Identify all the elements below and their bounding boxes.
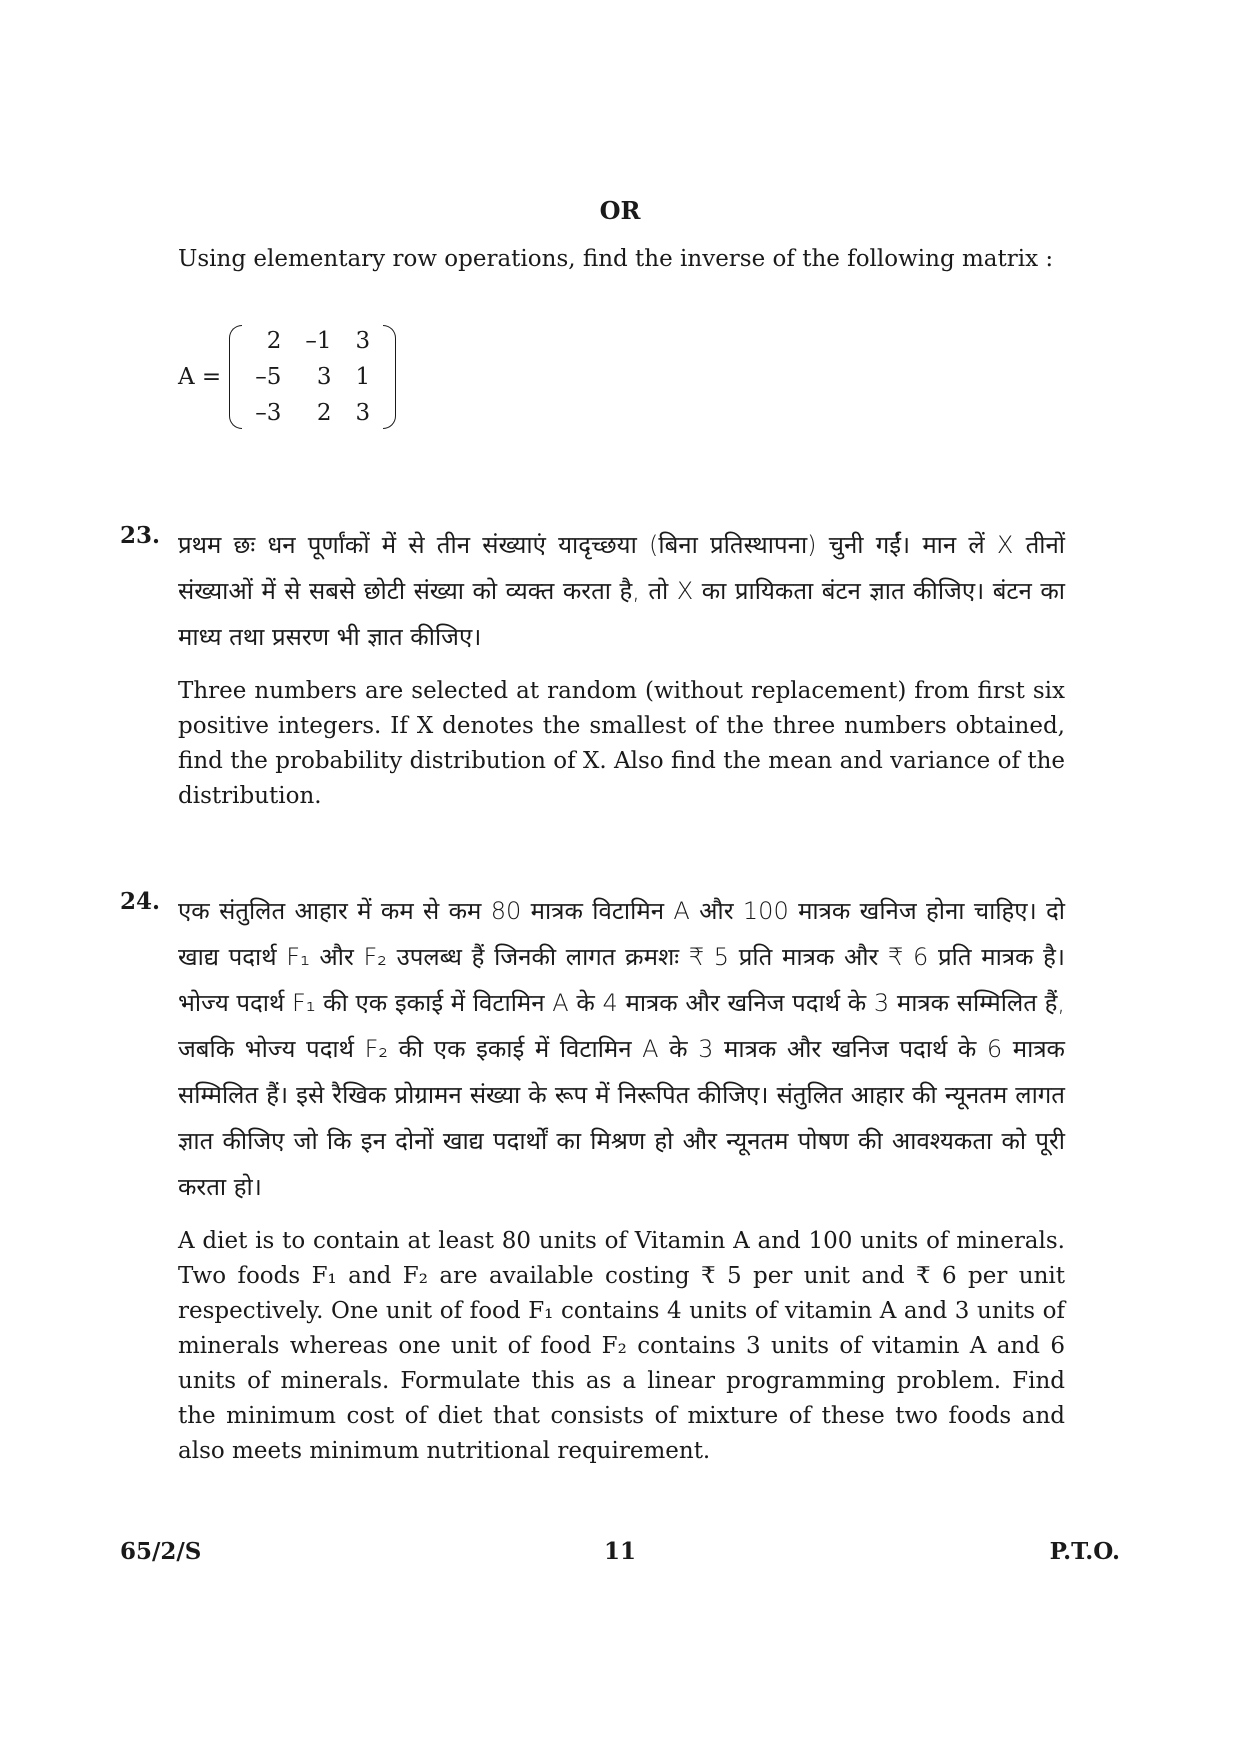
matrix-row: [243, 323, 382, 359]
or-heading: OR: [599, 196, 641, 225]
pto-label: P.T.O.: [1049, 1538, 1120, 1565]
matrix-equation: [178, 322, 396, 432]
question-number: 23.: [120, 522, 161, 549]
matrix-cell: 1: [355, 364, 371, 390]
matrix-a: [229, 323, 396, 431]
matrix-cell: –3: [255, 400, 282, 426]
matrix-cell: 2: [266, 328, 282, 354]
matrix-row: [243, 359, 382, 395]
matrix-cell: –5: [255, 364, 282, 390]
question-english-text: Three numbers are selected at random (without replacement) from first six positive integers. If X denotes the smallest of the three numbers obtained, find the probability distribution of X. Also find the mean and variance of the distribution.: [178, 678, 1065, 809]
question-number: 24.: [120, 888, 161, 915]
question-24: [120, 888, 1065, 1469]
matrix-cell: 3: [355, 328, 371, 354]
matrix-cell: 2: [316, 400, 332, 426]
page-number: 11: [603, 1538, 636, 1565]
paper-code: 65/2/S: [120, 1538, 202, 1565]
question-hindi-text: एक संतुलित आहार में कम से कम 80 मात्रक विटामिन A और 100 मात्रक खनिज होना चाहिए। दो खाद्य पदार्थ F₁ और F₂ उपलब्ध हैं जिनकी लागत क्रमशः ₹ 5 प्रति मात्रक और ₹ 6 प्रति मात्रक है। भोज्य पदार्थ F₁ की एक इकाई में विटामिन A के 4 मात्रक और खनिज पदार्थ के 3 मात्रक सम्मिलित हैं, जबकि भोज्य पदार्थ F₂ की एक इकाई में विटामिन A के 3 मात्रक और खनिज पदार्थ के 6 मात्रक सम्मिलित हैं। इसे रैखिक प्रोग्रामन संख्या के रूप में निरूपित कीजिए। संतुलित आहार की न्यूनतम लागत ज्ञात कीजिए जो कि इन दोनों खाद्य पदार्थों का मिश्रण हो और न्यूनतम पोषण की आवश्यकता को पूरी करता हो।: [178, 897, 1065, 1201]
page-footer: [0, 1538, 1240, 1568]
question-23: [120, 522, 1065, 814]
question-hindi-text: प्रथम छः धन पूर्णांकों में से तीन संख्याएं यादृच्छया (बिना प्रतिस्थापना) चुनी गईं। मान लें X तीनों संख्याओं में से सबसे छोटी संख्या को व्यक्त करता है, तो X का प्रायिकता बंटन ज्ञात कीजिए। बंटन का माध्य तथा प्रसरण भी ज्ञात कीजिए।: [178, 531, 1065, 651]
question-english-text: A diet is to contain at least 80 units of Vitamin A and 100 units of minerals. Two foods F₁ and F₂ are available costing ₹ 5 per unit and ₹ 6 per unit respectively. One unit of food F₁ contains 4 units of vitamin A and 3 units of minerals whereas one unit of food F₂ contains 3 units of vitamin A and 6 units of minerals. Formulate this as a linear programming problem. Find the minimum cost of diet that consists of mixture of these two foods and also meets minimum nutritional requirement.: [178, 1228, 1065, 1464]
matrix-question-text: Using elementary row operations, find the inverse of the following matrix :: [178, 246, 1054, 272]
matrix-cell: –1: [305, 328, 332, 354]
matrix-label: A =: [178, 364, 222, 390]
matrix-row: [243, 395, 382, 431]
matrix-cell: 3: [355, 400, 371, 426]
matrix-cell: 3: [316, 364, 332, 390]
